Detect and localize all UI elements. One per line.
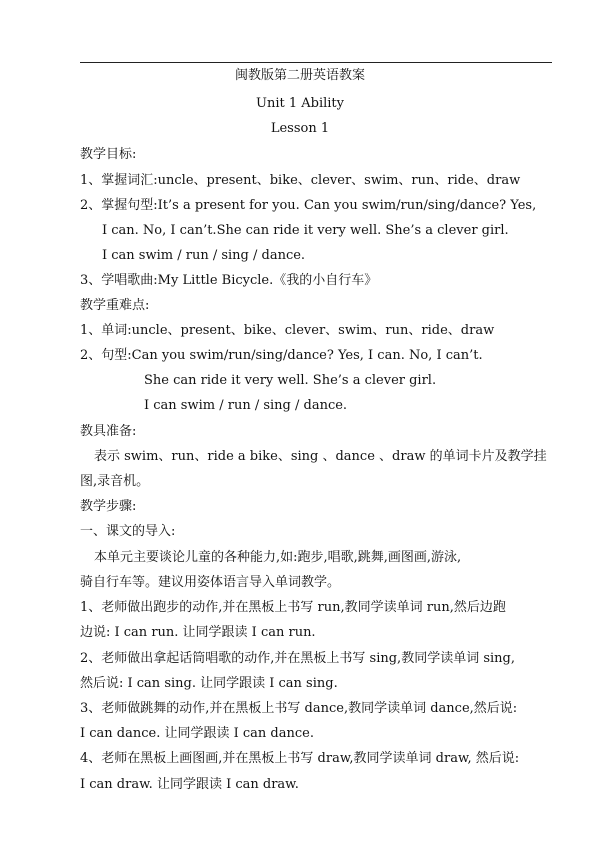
step-4-line-1: 4、老师在黑板上画图画,并在黑板上书写 draw,教同学读单词 draw, 然后说: <box>80 751 520 766</box>
key-point-item-2-cont: She can ride it very well. She’s a clever girl. <box>144 373 437 388</box>
lesson-title: Lesson 1 <box>270 121 330 136</box>
key-point-item-1: 1、单词:uncle、present、bike、clever、swim、run、ride、draw <box>80 323 495 338</box>
objective-item-2-cont: I can. No, I can’t.She can ride it very well. She’s a clever girl. <box>102 223 509 238</box>
section-1-heading: 一、课文的导入: <box>80 524 176 539</box>
materials-line-1: 表示 swim、run、ride a bike、sing 、dance 、draw 的单词卡片及教学挂 <box>94 449 547 464</box>
intro-paragraph-line-1: 本单元主要谈论儿童的各种能力,如:跑步,唱歌,跳舞,画图画,游泳, <box>94 550 462 565</box>
key-point-item-2: 2、句型:Can you swim/run/sing/dance? Yes, I can. No, I can’t. <box>80 348 483 363</box>
header-rule <box>80 62 552 63</box>
materials-line-2: 图,录音机。 <box>80 474 150 489</box>
objective-item-2: 2、掌握句型:It’s a present for you. Can you swim/run/sing/dance? Yes, <box>80 198 537 213</box>
step-4-line-2: I can draw. 让同学跟读 I can draw. <box>80 777 299 792</box>
intro-paragraph-line-2: 骑自行车等。建议用姿体语言导入单词教学。 <box>80 575 341 590</box>
materials-heading: 教具准备: <box>80 424 137 439</box>
step-3-line-1: 3、老师做跳舞的动作,并在黑板上书写 dance,教同学读单词 dance,然后说: <box>80 701 518 716</box>
steps-heading: 教学步骤: <box>80 499 137 514</box>
objective-item-3: 3、学唱歌曲:My Little Bicycle.《我的小自行车》 <box>80 273 378 288</box>
unit-title: Unit 1 Ability <box>256 96 344 111</box>
objective-item-2-cont2: I can swim / run / sing / dance. <box>102 248 306 263</box>
step-2-line-1: 2、老师做出拿起话筒唱歌的动作,并在黑板上书写 sing,教同学读单词 sing, <box>80 651 515 666</box>
document-title: 闽教版第二册英语教案 <box>234 68 365 83</box>
step-3-line-2: I can dance. 让同学跟读 I can dance. <box>80 726 314 741</box>
key-points-heading: 教学重难点: <box>80 298 150 313</box>
step-1-line-2: 边说: I can run. 让同学跟读 I can run. <box>80 625 316 640</box>
objective-item-1: 1、掌握词汇:uncle、present、bike、clever、swim、run、ride、draw <box>80 173 521 188</box>
step-2-line-2: 然后说: I can sing. 让同学跟读 I can sing. <box>80 676 338 691</box>
step-1-line-1: 1、老师做出跑步的动作,并在黑板上书写 run,教同学读单词 run,然后边跑 <box>80 600 506 615</box>
key-point-item-2-cont2: I can swim / run / sing / dance. <box>144 398 348 413</box>
objectives-heading: 教学目标: <box>80 147 137 162</box>
